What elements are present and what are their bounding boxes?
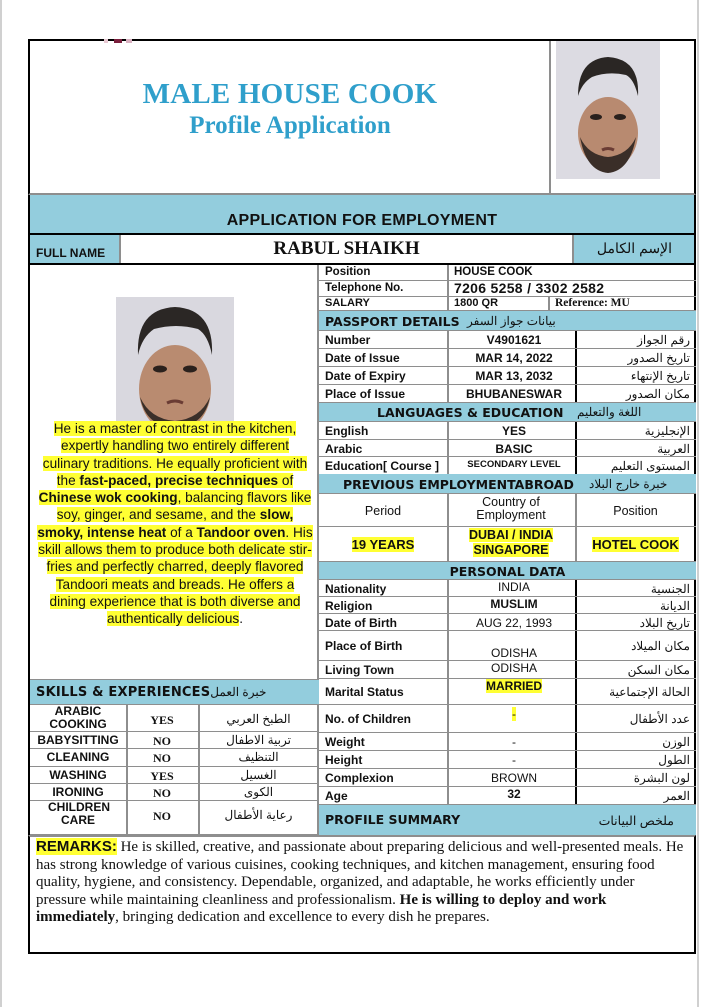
personal-row	[319, 679, 696, 705]
row-value: MARRIED	[486, 679, 542, 693]
personal-row	[319, 787, 696, 805]
profile-left-column	[28, 265, 319, 679]
employment-position: HOTEL COOK	[592, 537, 679, 552]
row-value: BASIC	[495, 441, 533, 456]
salary-row: SALARY 1800 QR Reference: MU	[319, 297, 696, 311]
personal-row	[319, 661, 696, 679]
row-label-ar: مكان الصدور	[625, 387, 690, 401]
skill-row	[30, 801, 319, 835]
personal-row	[319, 705, 696, 733]
row-label: Age	[325, 789, 348, 803]
skill-name-ar: التنظيف	[238, 750, 279, 764]
row-label-ar: الوزن	[662, 735, 690, 749]
row-label-ar: الحالة الإجتماعية	[609, 685, 690, 699]
row-label-ar: العمر	[663, 789, 690, 803]
personal-section-header: PERSONAL DATA	[319, 562, 696, 580]
position-value: HOUSE COOK	[454, 266, 533, 278]
candidate-photo	[116, 297, 234, 427]
skill-name-ar: الغسيل	[240, 768, 277, 782]
full-name-value: RABUL SHAIKH	[119, 235, 574, 263]
personal-row	[319, 631, 696, 661]
skill-value: NO	[153, 734, 171, 748]
personal-row	[319, 580, 696, 597]
row-label-ar: رقم الجواز	[637, 333, 690, 347]
skills-section-header: SKILLS & EXPERIENCESخبرة العمل	[30, 679, 319, 705]
row-label: Complexion	[325, 771, 394, 785]
skill-name: BABYSITTING	[37, 733, 119, 747]
row-value: MAR 13, 2032	[475, 369, 553, 383]
telephone-row: Telephone No. 7206 5258 / 3302 2582	[319, 281, 696, 297]
passport-row	[319, 349, 696, 367]
row-value: INDIA	[497, 580, 530, 594]
skill-value: YES	[150, 769, 174, 783]
details-table	[319, 265, 696, 835]
full-name-label: FULL NAME	[36, 246, 106, 260]
row-label: Marital Status	[325, 685, 404, 699]
row-value: BHUBANESWAR	[466, 387, 562, 401]
row-label-ar: تاريخ الإنتهاء	[630, 369, 690, 383]
employment-data-row: 19 YEARS DUBAI / INDIA SINGAPORE HOTEL COOK	[319, 527, 696, 562]
position-row: Position HOUSE COOK	[319, 265, 696, 281]
cook-bio: He is a master of contrast in the kitchen, expertly handling two entirely different culinary traditions. He equally proficient with the fast-paced, precise techniques of Chinese wok cooking, balancing flavors like soy, ginger, and sesame, and the slow, smoky, intense heat of a Tandoor oven. His skill allows them to produce both delicate stir-fries and perfectly charred, deeply flavored Tandoori meats and breads. He offers a dining experience that is both diverse and authentically delicious.	[37, 421, 313, 627]
salary-value: 1800 QR	[454, 297, 499, 309]
skill-name-ar: تربية الاطفال	[226, 733, 291, 747]
language-row	[319, 422, 696, 440]
row-value: SECONDARY LEVEL	[467, 459, 561, 470]
skill-value: NO	[153, 786, 171, 800]
row-label-ar: الديانة	[659, 599, 690, 613]
row-label-ar: العربية	[657, 441, 690, 456]
personal-row	[319, 751, 696, 769]
row-value: 32	[507, 787, 521, 801]
application-title: APPLICATION FOR EMPLOYMENT	[226, 212, 498, 229]
employment-header-row: Period Country of Employment Position	[319, 494, 696, 527]
remarks-label: REMARKS:	[36, 838, 117, 855]
row-label: Arabic	[325, 441, 363, 456]
row-label: Education[ Course ]	[325, 459, 440, 473]
skill-name-ar: رعاية الأطفال	[224, 808, 293, 822]
full-name-row	[28, 233, 696, 265]
remarks-box: REMARKS: He is skilled, creative, and passionate about preparing delicious and well-presented meals. He has strong knowledge of various cuisines, cooking techniques, and kitchen management, ensuring food quality, hygiene, and consistency. Dependable, organized, and adaptable, he works efficiently under pressure while maintaining cleanliness and professionalism. He is willing to deploy and work immediately, bringing dedication and excellence to every dish he prepares.	[28, 835, 696, 954]
row-label-ar: تاريخ البلاد	[639, 616, 690, 630]
employment-section-header: PREVIOUS EMPLOYMENTABROAD خبرة خارج البلاد	[319, 474, 696, 494]
skill-row	[30, 732, 319, 749]
row-label-ar: تاريخ الصدور	[627, 351, 690, 365]
row-label: Place of Issue	[325, 387, 406, 401]
row-label: Height	[325, 753, 363, 767]
skill-name: WASHING	[49, 768, 107, 782]
employment-country: DUBAI / INDIA	[468, 528, 554, 542]
personal-row	[319, 597, 696, 614]
row-label: Number	[325, 333, 371, 347]
passport-row	[319, 331, 696, 349]
language-row	[319, 457, 696, 475]
document-subtitle: Profile Application	[189, 112, 391, 139]
skill-row	[30, 767, 319, 784]
header	[28, 39, 696, 195]
skill-name: ARABIC COOKING	[49, 704, 107, 731]
skill-name: IRONING	[52, 785, 104, 799]
personal-row	[319, 733, 696, 751]
row-value: -	[512, 753, 516, 767]
skill-value: NO	[153, 809, 171, 823]
passport-row	[319, 367, 696, 385]
skills-table	[28, 679, 319, 835]
skill-name: CLEANING	[46, 750, 110, 764]
row-value: MUSLIM	[490, 597, 538, 611]
page-edge-right	[697, 0, 699, 1007]
passport-section-header: PASSPORT DETAILS بيانات جواز السفر	[319, 311, 696, 331]
row-label: English	[325, 424, 369, 438]
row-value: YES	[501, 424, 526, 438]
languages-section-header: LANGUAGES & EDUCATION اللغة والتعليم	[319, 403, 696, 422]
row-label: Date of Expiry	[325, 369, 406, 383]
skill-name: CHILDREN CARE	[48, 800, 110, 827]
row-value: MAR 14, 2022	[475, 351, 553, 365]
row-label: No. of Children	[325, 712, 411, 726]
row-label: Weight	[325, 735, 365, 749]
skill-row	[30, 784, 319, 801]
row-value: -	[512, 735, 516, 749]
employment-period: 19 YEARS	[351, 537, 415, 552]
row-value: AUG 22, 1993	[475, 616, 553, 630]
row-value: ODISHA	[490, 661, 537, 675]
application-sheet	[28, 39, 696, 954]
application-title-bar	[28, 195, 696, 233]
header-divider	[549, 41, 551, 195]
candidate-photo-top	[556, 41, 660, 179]
reference-value: Reference: MU	[555, 297, 630, 309]
skill-row	[30, 749, 319, 767]
row-label: Religion	[325, 599, 373, 613]
language-row	[319, 440, 696, 458]
row-label: Place of Birth	[325, 639, 403, 653]
skill-name-ar: الكوى	[243, 785, 274, 799]
row-value: -	[512, 707, 516, 721]
row-label-ar: عدد الأطفال	[629, 712, 690, 726]
logo-mark	[102, 39, 136, 45]
row-label-ar: مكان السكن	[627, 663, 690, 677]
row-label: Date of Issue	[325, 351, 400, 365]
personal-row	[319, 769, 696, 787]
skill-value: YES	[150, 713, 174, 727]
page-edge-left	[0, 0, 2, 1007]
full-name-label-ar: الإسم الكامل	[596, 240, 672, 256]
skill-row	[30, 705, 319, 732]
row-label-ar: الإنجليزية	[644, 424, 690, 438]
telephone-value: 7206 5258 / 3302 2582	[454, 280, 605, 296]
skill-name-ar: الطبخ العربي	[226, 712, 291, 726]
row-label-ar: الطول	[658, 753, 690, 767]
skill-value: NO	[153, 751, 171, 765]
row-label-ar: المستوى التعليم	[610, 459, 690, 473]
profile-summary-header: PROFILE SUMMARY ملخص البيانات	[319, 805, 696, 835]
row-value: ODISHA	[490, 646, 537, 660]
row-label-ar: مكان الميلاد	[631, 639, 690, 653]
row-label-ar: لون البشرة	[633, 771, 690, 785]
row-value: BROWN	[491, 771, 537, 785]
personal-row	[319, 614, 696, 631]
row-label: Nationality	[325, 582, 387, 596]
row-value: V4901621	[486, 333, 542, 347]
passport-row	[319, 385, 696, 403]
row-label: Date of Birth	[325, 616, 397, 630]
document-title: MALE HOUSE COOK	[142, 78, 438, 110]
row-label-ar: الجنسية	[650, 582, 690, 596]
row-label: Living Town	[325, 663, 395, 677]
